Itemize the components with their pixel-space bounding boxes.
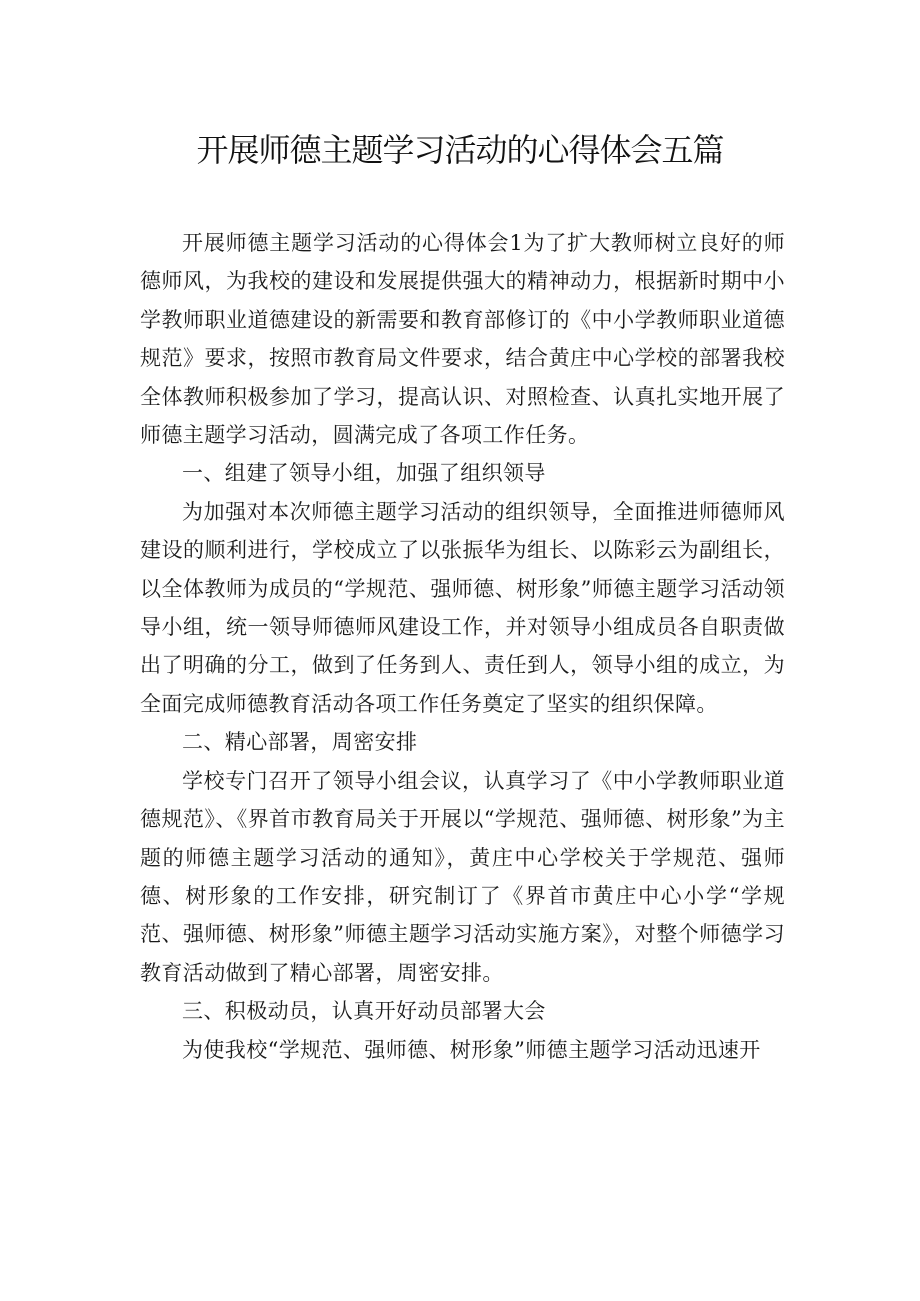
section-heading-1: 一、组建了领导小组，加强了组织领导 <box>182 461 546 486</box>
document-body <box>140 224 785 1069</box>
document-title: 开展师德主题学习活动的心得体会五篇 <box>196 131 724 169</box>
section-heading-3: 三、积极动员，认真开好动员部署大会 <box>182 999 546 1024</box>
paragraph-intro: 开展师德主题学习活动的心得体会1为了扩大教师树立良好的师德师风，为我校的建设和发展提供强大的精神动力，根据新时期中小学教师职业道德建设的新需要和教育部修订的《中小学教师职业道德规范》要求，按照市教育局文件要求，结合黄庄中心学校的部署我校全体教师积极参加了学习，提高认识、对照检查、认真扎实地开展了师德主题学习活动，圆满完成了各项工作任务。 <box>140 231 785 448</box>
paragraph-section-3: 为使我校“学规范、强师德、树形象”师德主题学习活动迅速开 <box>182 1037 761 1062</box>
paragraph-section-1: 为加强对本次师德主题学习活动的组织领导，全面推进师德师风建设的顺利进行，学校成立了以张振华为组长、以陈彩云为副组长，以全体教师为成员的“学规范、强师德、树形象”师德主题学习活动领导小组，统一领导师德师风建设工作，并对领导小组成员各自职责做出了明确的分工，做到了任务到人、责任到人，领导小组的成立，为全面完成师德教育活动各项工作任务奠定了坚实的组织保障。 <box>140 499 785 716</box>
paragraph-section-2: 学校专门召开了领导小组会议，认真学习了《中小学教师职业道德规范》、《界首市教育局关于开展以“学规范、强师德、树形象”为主题的师德主题学习活动的通知》，黄庄中心学校关于学规范、强师德、树形象的工作安排，研究制订了《界首市黄庄中心小学“学规范、强师德、树形象”师德主题学习活动实施方案》，对整个师德学习教育活动做到了精心部署，周密安排。 <box>140 768 785 985</box>
section-heading-2: 二、精心部署，周密安排 <box>182 730 418 755</box>
